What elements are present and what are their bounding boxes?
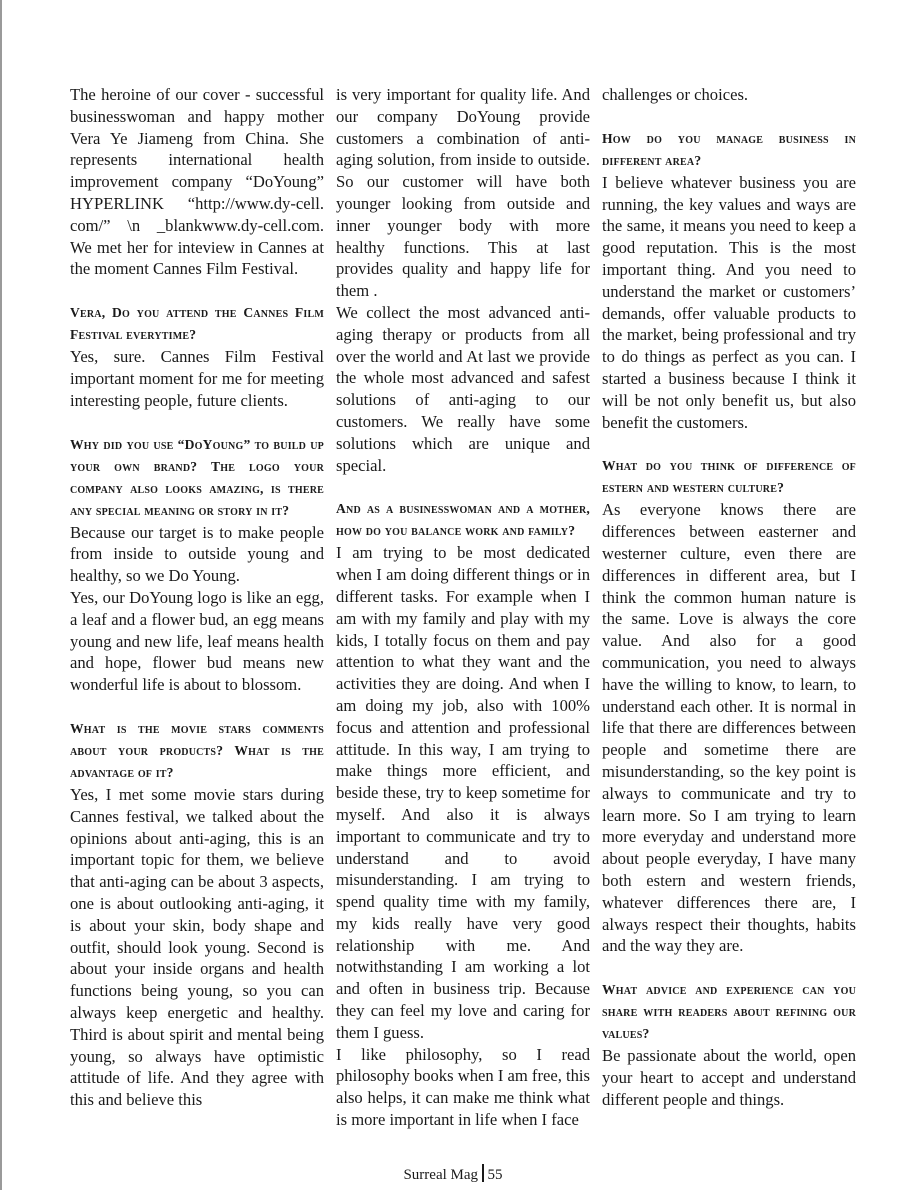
answer-paragraph: I believe whatever business you are running, the key values and ways are the same, it means you need to keep a good reputation. This is the most important thing. And you need to understand the market or customers’ demands, offer valuable products to the market, being professional and try to do things as perfect as you can. I started a business because I think it will be not only benefit us, but also benefit the customers.: [602, 172, 856, 432]
answer-paragraph: Be passionate about the world, open your heart to accept and understand different people and things.: [602, 1046, 856, 1109]
question-heading: Vera, Do you attend the Cannes Film Festival everytime?: [70, 305, 324, 343]
page-footer: [0, 1164, 906, 1185]
question-heading: And as a businesswoman and a mother, how do you balance work and family?: [336, 501, 590, 539]
question-heading: What do you think of difference of estern and western culture?: [602, 458, 856, 496]
answer-paragraph: Yes, our DoYoung logo is like an egg, a leaf and a flower bud, an egg means young and new life, leaf means health and hope, flower bud means new wonderful life is about to blossom.: [70, 587, 324, 695]
question-heading: How do you manage business in different area?: [602, 130, 856, 168]
answer-paragraph: I like philosophy, so I read philosophy books when I am free, this also helps, it can make me think what is more important in life when I face: [336, 1044, 590, 1130]
answer-paragraph: We collect the most advanced anti-aging therapy or products from all over the world and At last we provide the whole most advanced and safest solutions of anti-aging to our customers. We really have some solutions which are unique and special.: [336, 302, 590, 475]
column-3: [602, 84, 856, 1110]
answer-paragraph: challenges or choices.: [602, 85, 749, 104]
answer-paragraph: is very important for quality life. And our company DoYoung provide customers a combination of anti-aging solution, from inside to outside. So our customer will have both younger looking from outside and inner younger body with more healthy functions. This at last provides quality and happy life for them .: [336, 85, 590, 301]
page-number: 55: [487, 1167, 503, 1183]
footer-divider: [482, 1164, 484, 1182]
answer-paragraph: Because our target is to make people from inside to outside young and healthy, so we Do Young.: [70, 522, 324, 586]
answer-paragraph: Yes, I met some movie stars during Cannes festival, we talked about the opinions about anti-aging, this is an important topic for them, we believe that anti-aging can be about 3 aspects, one is about outlooking anti-aging, it is about your skin, body shape and outfit, should look young. Second is about your inside organs and health functions being young, so you can always keep energetic and healthy. Third is about spirit and mental being young, so always have optimistic attitude of life. And they agree with this and believe this: [70, 784, 324, 1110]
intro-paragraph: The heroine of our cover - successful businesswoman and happy mother Vera Ye Jiameng from China. She represents international health improvement company “DoYoung” HYPERLINK “http://www.dy-cell. com/” \n _blankwww.dy-cell.com. We met her for inteview in Cannes at the moment Cannes Film Festival.: [70, 85, 324, 279]
question-heading: What is the movie stars comments about your products? What is the advantage of it?: [70, 720, 324, 780]
column-1: [70, 84, 324, 1111]
answer-paragraph: I am trying to be most dedicated when I am doing different things or in different tasks. For example when I am with my family and play with my kids, I totally focus on them and pay attention to what they want and the activities they are doing. And when I am doing my job, also with 100% focus and attention and professional attitude. In this way, I am trying to make things more efficient, and beside these, try to keep sometime for myself. And also it is always important to communicate and try to understand and to avoid misunderstanding. I am trying to spend quality time with my family, my kids really have very good relationship with me. And notwithstanding I am working a lot and often in business trip. Because they can feel my love and caring for them I guess.: [336, 543, 590, 1042]
magazine-name: Surreal Mag: [403, 1167, 479, 1183]
answer-paragraph: As everyone knows there are differences between easterner and westerner culture, even there are differences in different area, but I think the common human nature is the same. Love is always the core value. And also for a good communication, you need to always have the willing to know, to learn, to understand each other. It is normal in life that there are differences between people and sometime there are misunderstanding, so the key point is always to communicate and try to learn more. So I am trying to learn more everyday and understand more about people everyday, I have many both estern and western friends, whatever differences there are, I always respect their thoughts, habits and the way they are.: [602, 500, 856, 956]
page-edge: [0, 0, 2, 1190]
question-heading: What advice and experience can you share with readers about refining our values?: [602, 982, 856, 1042]
column-2: [336, 84, 590, 1131]
question-heading: Why did you use “DoYoung” to build up your own brand? The logo your company also looks amazing, is there any special meaning or story in it?: [70, 436, 324, 518]
answer-paragraph: Yes, sure. Cannes Film Festival important moment for me for meeting interesting people, future clients.: [70, 347, 324, 410]
